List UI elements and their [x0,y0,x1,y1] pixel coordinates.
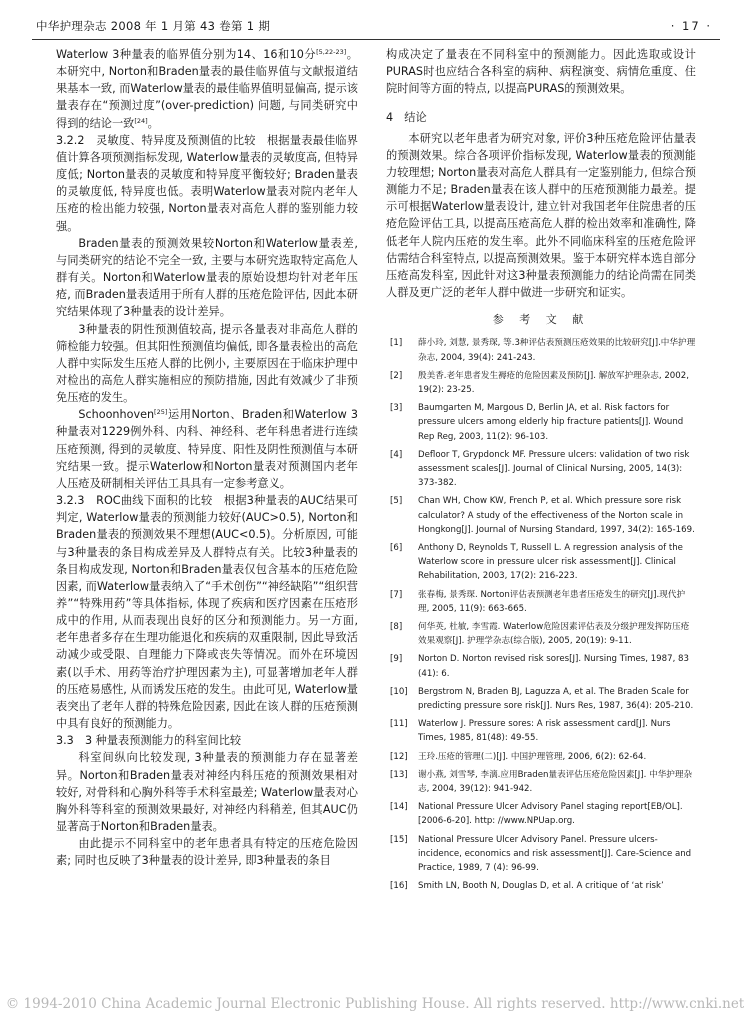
paragraph-conclusion: 本研究以老年患者为研究对象, 评价3种压疮危险评估量表的预测效果。综合各项评价指标发现, Waterlow量表的预测能力较理想; Norton量表对高危人群具有一定鉴别能力, 但综合预测能力不足; Braden量表在该人群中的压疮预测能力最差。提示可根据Waterlow量表设计, 建立针对我国老年住院患者的压疮危险评估工具, 以提高压疮高危人群的检出效率和准确性, 降低老年人院内压疮的发生率。此外不同临床科室的压疮危险评估需结合科室特点, 以提高预测效果。鉴于本研究样本选自部分压疮高发科室, 因此针对这3种量表预测能力的结论尚需在同类人群及更广泛的老年人群中做进一步研究和证实。 [386,131,696,300]
references-title: 参 考 文 献 [492,313,590,327]
header-rule [32,39,720,40]
reference-number: [11] [390,719,408,730]
reference-number: [9] [390,654,403,665]
reference-item [386,369,696,397]
reference-item [386,768,696,796]
reference-text: Baumgarten M, Margous D, Berlin JA, et al. Risk factors for pressure ulcers among elderly hip fracture patients[J]. Wound Rep Reg, 2003, 11(2): 96-103. [418,403,684,442]
reference-number: [3] [390,403,403,414]
reference-item [386,685,696,713]
reference-number: [5] [390,496,403,507]
paragraph-schoonhoven: Schoonhoven[25]运用Norton、Braden和Waterlow 3种量表对1229例外科、内科、神经科、老年科患者进行连续压疮预测, 得到的灵敏度、特异度、阳性及阴性预测值与本研究结果一致。提示Waterlow和Norton量表对预测国内老年人压疮及研制相关评估工具具有一定参考意义。 [56,408,358,490]
reference-text: Defloor T, Grypdonck MF. Pressure ulcers: validation of two risk assessment scales[J]. Journal of Clinical Nursing, 2005, 14(3): 373-382. [418,449,690,489]
reference-text: Bergstrom N, Braden BJ, Laguzza A, et al. The Braden Scale for predicting pressure sore risk[J]. Nurs Res, 1987, 36(4): 205-210. [418,686,694,712]
reference-text: 王玲.压疮的管理(二)[J]. 中国护理管理, 2006, 6(2): 62-64. [418,751,647,762]
running-header [0,18,750,38]
reference-number: [15] [390,834,408,845]
paragraph-item-composition: 构成决定了量表在不同科室中的预测能力。因此选取或设计PURAS时也应结合各科室的病种、病程演变、病情危重度、住院时间等方面的特点, 以提高PURAS的预测效果。 [386,48,696,96]
reference-number: [12] [390,751,408,762]
references-list [386,336,696,893]
reference-text: 谢小燕, 刘雪琴, 李漓.应用Braden量表评估压疮危险因素[J]. 中华护理杂志, 2004, 39(12): 941-942. [418,769,693,795]
citation: [24] [134,116,148,125]
paragraph-sensitivity: 3.2.2 灵敏度、特异度及预测值的比较 根据量表最佳临界值计算各项预测指标发现, Waterlow量表的灵敏度高, 但特异度低; Norton量表的灵敏度和特异度平衡较好; Braden量表的灵敏度低, 特异度也低。表明Waterlow量表对院内老年人压疮的检出能力较强, Norton量表对高危人群的鉴别能力较强。 [56,133,358,233]
reference-text: National Pressure Ulcer Advisory Panel staging report[EB/OL]. [2006-6-20]. http: //www.NPUap.org. [418,802,683,827]
reference-item [386,448,696,491]
paragraph-department-compare: 科室间纵向比较发现, 3种量表的预测能力存在显著差异。Norton和Braden量表对神经内科压疮的预测效果相对较好, 对骨科和心胸外科等手术科室最差; Waterlow量表对心胸外科等科室的预测效果最好, 对神经内科稍差, 但其AUC仍显著高于Norton和Braden量表。 [56,751,358,834]
reference-item [386,588,696,616]
section-heading-conclusion: 4 结论 [386,111,427,125]
reference-number: [10] [390,686,408,697]
reference-text: Waterlow J. Pressure sores: A risk assessment card[J]. Nurs Times, 1985, 81(48): 49-55. [418,719,671,744]
reference-text: National Pressure Ulcer Advisory Panel. Pressure ulcers-incidence, economics and risk assessment[J]. Care-Science and Practice, 1989, 7 (4): 96-99. [418,834,692,874]
reference-text: Chan WH, Chow KW, French P, et al. Which pressure sore risk calculator? A study of the effectiveness of the Norton scale in Hongkong[J]. Journal of Nursing Standard, 1997, 34(2): 165-169. [418,496,695,535]
reference-item [386,494,696,537]
citation: [25] [154,408,168,417]
reference-number: [2] [390,370,403,381]
paragraph-cutoff-values: Waterlow 3种量表的临界值分别为14、16和10分[5,22-23]。本研究中, Norton和Braden量表的最佳临界值与文献报道结果基本一致, 而Waterlow量表的最佳临界值明显偏高, 提示该量表存在“预测过度”(over-prediction) 问题, 与同类研究中得到的结论一致[24]。 [56,48,358,130]
reference-number: [14] [390,802,408,813]
reference-item [386,717,696,745]
paragraph-braden: Braden量表的预测效果较Norton和Waterlow量表差, 与同类研究的结论不完全一致, 主要与本研究选取特定高危人群有关。Norton和Waterlow量表的原始设想均针对老年压疮, 而Braden量表适用于所有人群的压疮危险评估, 因此本研究结果体现了3种量表的设计差异。 [56,236,358,319]
reference-text: Norton D. Norton revised risk sores[J]. Nursing Times, 1987, 83 (41): 6. [418,654,689,679]
reference-text: 张春梅, 景秀琛. Norton评估表预测老年患者压疮发生的研究[J].现代护理, 2005, 11(9): 663-665. [418,589,686,614]
reference-number: [8] [390,622,403,632]
reference-text: Smith LN, Booth N, Douglas D, et al. A critique of ‘at risk’ [418,881,664,892]
reference-item [386,620,696,648]
reference-text: Anthony D, Reynolds T, Russell L. A regression analysis of the Waterlow score in pressure ulcer risk assessment[J]. Clinical Rehabilitation, 2003, 17(2): 216-223. [418,542,683,582]
paragraph-npv: 3种量表的阴性预测值较高, 提示各量表对非高危人群的筛检能力较强。但其阳性预测值均偏低, 即各量表检出的高危人群中实际发生压疮人群的比例小, 主要原因在于临床护理中对检出的高危人群实施相应的预防措施, 因此有效减少了非预免压疮的发生。 [56,322,358,405]
reference-number: [7] [390,589,403,600]
reference-item [386,750,696,764]
left-column [56,46,358,870]
reference-item [386,879,696,893]
citation: [5,22-23] [316,48,347,56]
reference-number: [4] [390,449,403,460]
reference-text: 殷美香.老年患者发生褥疮的危险因素及预防[J]. 解放军护理杂志, 2002, 19(2): 23-25. [418,370,689,395]
paragraph-roc: 3.2.3 ROC曲线下面积的比较 根据3种量表的AUC结果可判定, Waterlow量表的预测能力较好(AUC>0.5), Norton和Braden量表的预测效果不理想(AUC<0.5)。分析原因, 可能与3种量表的条目构成差异及人群特点有关。比较3种量表的条目构成发现, Norton和Braden量表仅包含基本的压疮危险因素, 而Waterlow量表纳入了“手术创伤”“神经缺陷”“组织营养”“特殊用药”等具体指标, 体现了疾病和医疗因素在压疮形成中的作用, 从而表现出良好的区分和预测能力。另一方面, 老年患者多存在生理功能退化和疾病的双重限制, 因此导致活动减少或受限、自理能力下降或丧失等情况。而外在环境因素(以手术、用药等治疗护理因素为主), 可显著增加老年人群的压疮易感性, 从而诱发压疮的发生。由此可见, Waterlow量表突出了老年人群的特殊危险因素, 因此在该人群的压疮预测中具有良好的预测能力。 [56,494,358,731]
reference-text: 薛小玲, 刘慧, 景秀琛, 等.3种评估表预测压疮效果的比较研究[J].中华护理杂志, 2004, 39(4): 241-243. [418,338,696,363]
reference-item [386,541,696,584]
reference-item [386,652,696,680]
reference-item [386,800,696,828]
reference-number: [6] [390,542,403,553]
reference-number: [16] [390,881,408,892]
section-heading-3-3: 3.3 3 种量表预测能力的科室间比较 [56,734,242,748]
reference-number: [1] [390,338,403,349]
paragraph-risk-factors: 由此提示不同科室中的老年患者具有特定的压疮危险因素; 同时也反映了3种量表的设计差异, 即3种量表的条目 [56,837,358,868]
reference-item [386,401,696,444]
reference-item [386,833,696,876]
page-number: · 17 · [670,19,712,33]
reference-number: [13] [390,769,408,780]
journal-info: 中华护理杂志 2008 年 1 月第 43 卷第 1 期 [36,19,271,33]
reference-text: 何华英, 杜敏, 李雪霞. Waterlow危险因素评估表及分级护理发挥防压疮效果观察[J]. 护理学杂志(综合版), 2005, 20(19): 9-11. [418,622,690,647]
right-column [386,46,696,897]
copyright-footer: © 1994-2010 China Academic Journal Electronic Publishing House. All rights reserved. http://www.cnki.net [5,996,745,1012]
reference-item [386,336,696,364]
